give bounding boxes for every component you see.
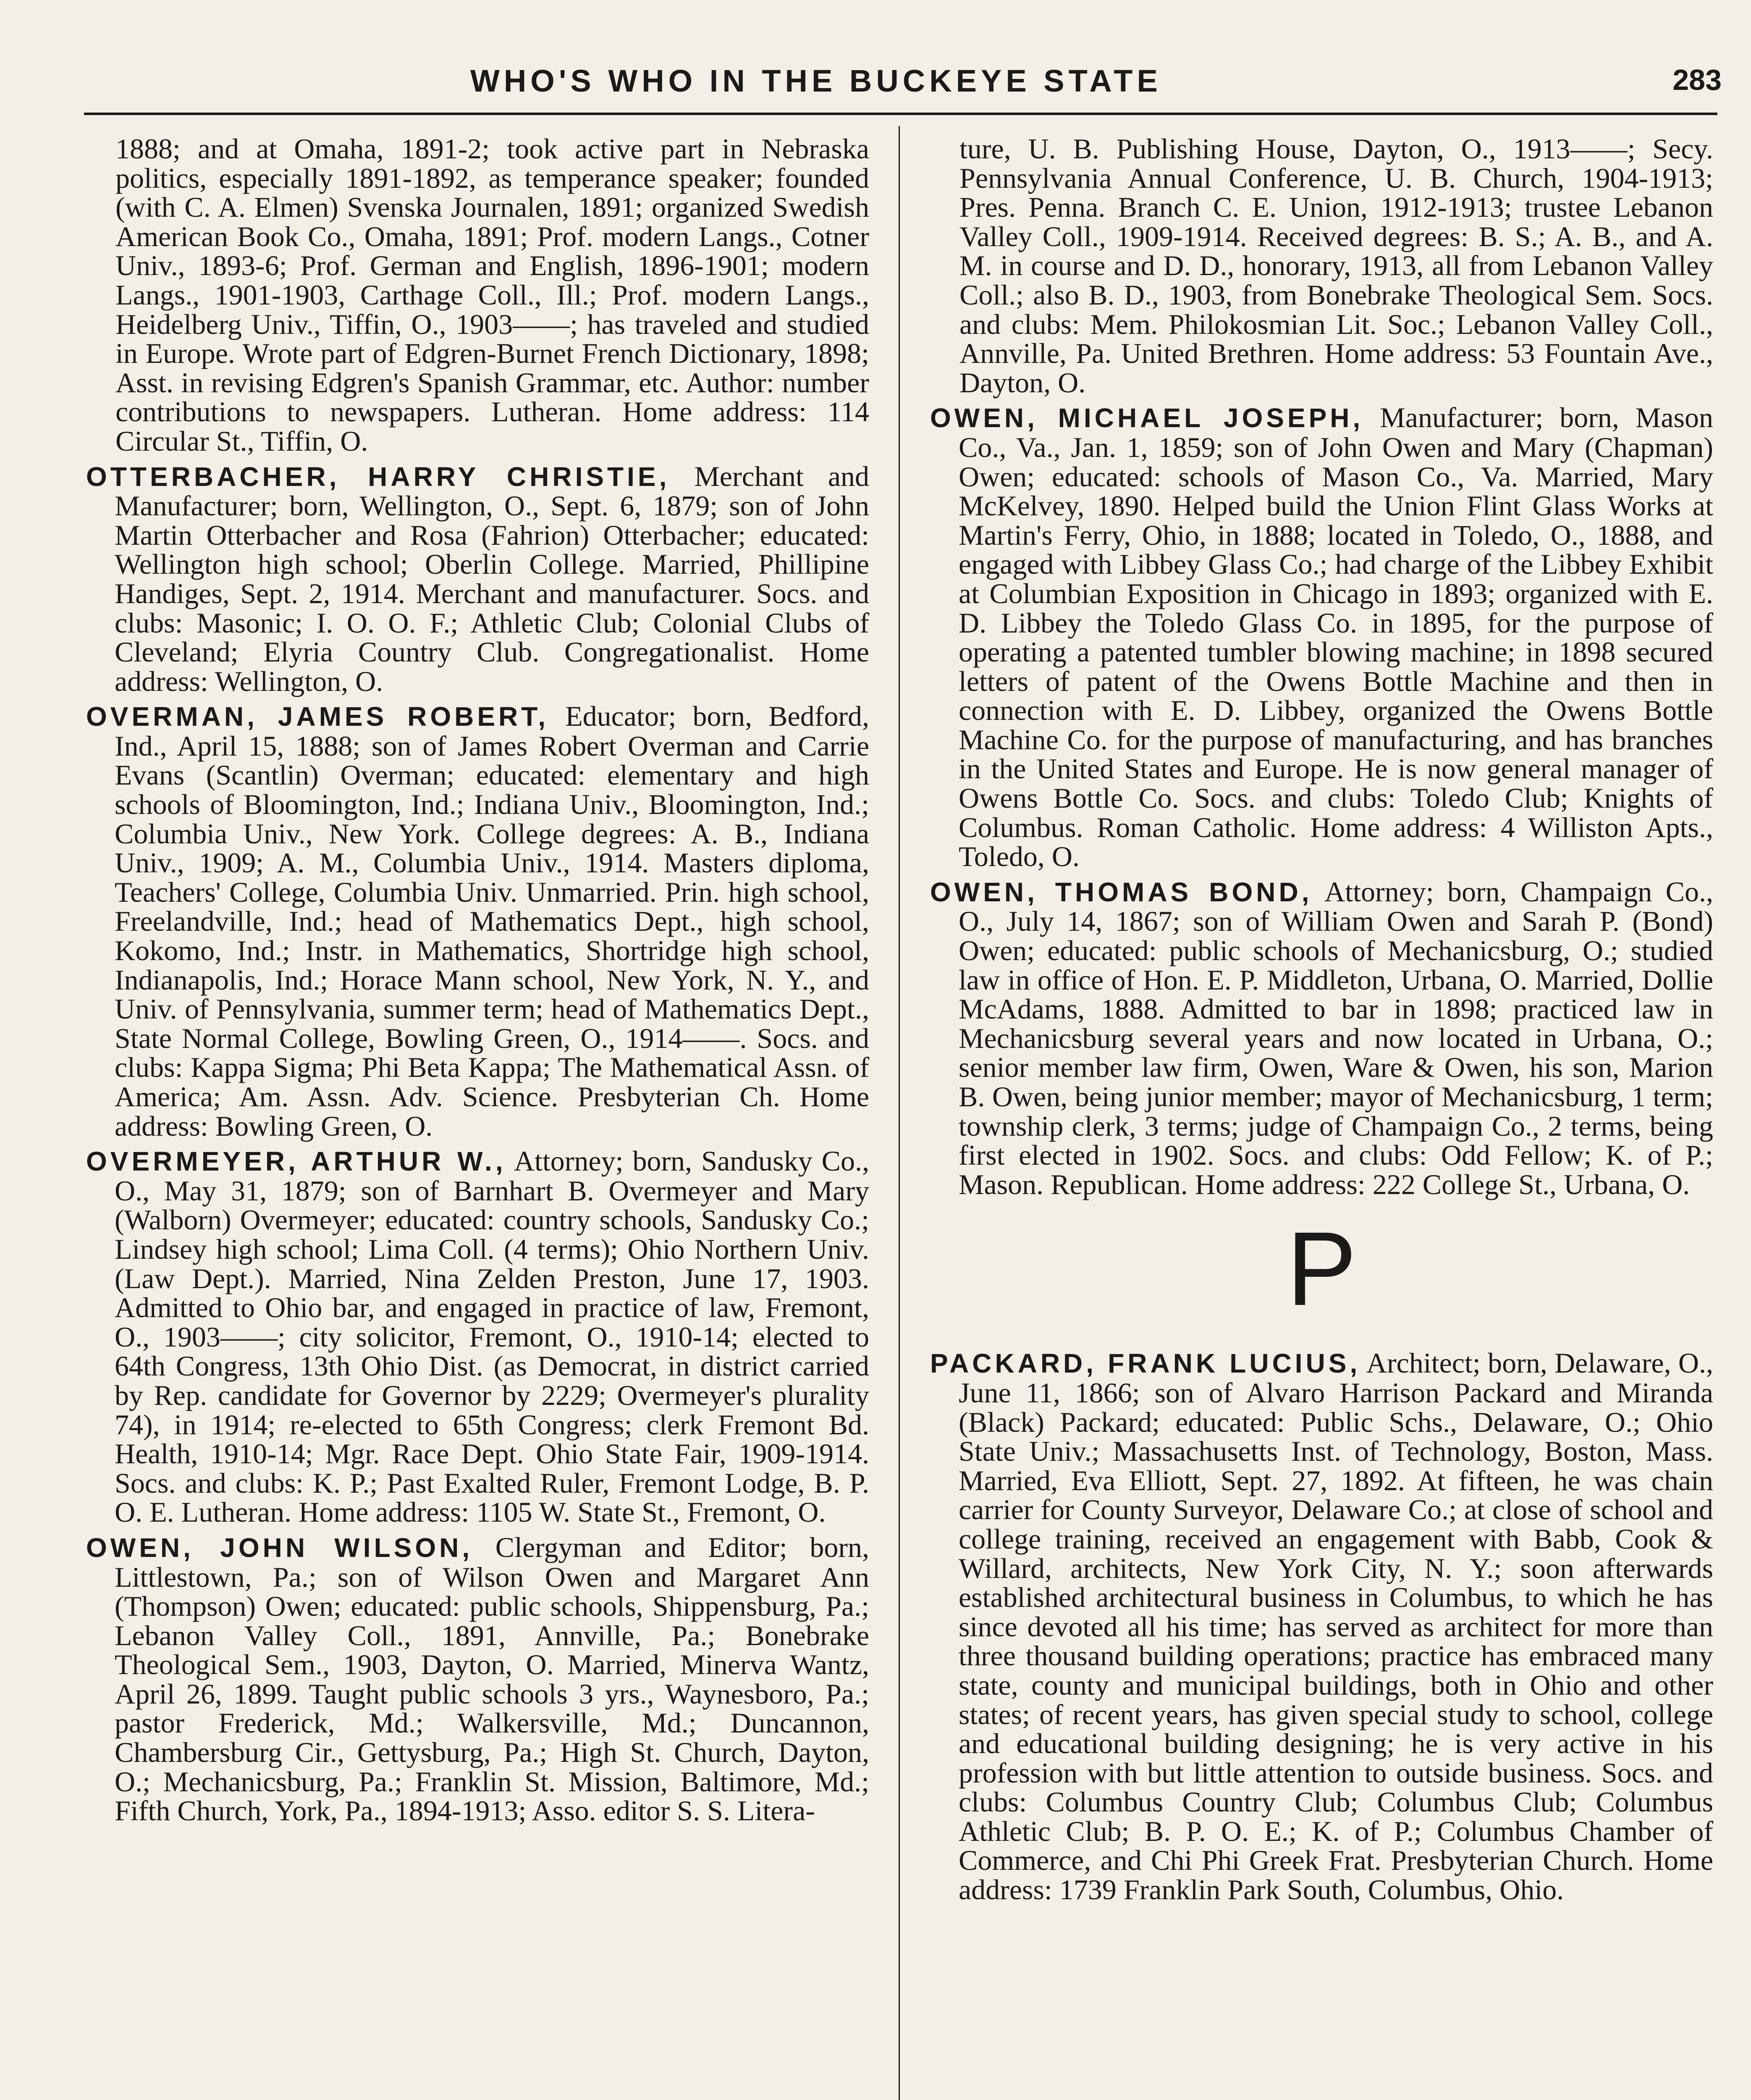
entry-text: Manufacturer; born, Mason Co., Va., Jan. 1, 1859; son of John Owen and Mary (Chapman) Owen; educated: schools of Mason Co., Va. Married, Mary McKelvey, 1890. Helped build the Union Flint Glass Works at Martin's Ferry, Ohio, in 1888; located in Toledo, O., 1888, and engaged with Libbey Glass Co.; had charge of the Libbey Exhibit at Columbian Exposition in Chicago in 1893; organized with E. D. Libbey the Toledo Glass Co. in 1895, for the purpose of operating a patented tumbler blowing machine; in 1898 secured letters of patent of the Owens Bottle Machine and then in connection with E. D. Libbey, organized the Owens Bottle Machine Co. for the purpose of manufacturing, and has branches in the United States and Europe. He is now general manager of Owens Bottle Co. Socs. and clubs: Toledo Club; Knights of Columbus. Roman Catholic. Home address: 4 Williston Apts., Toledo, O. (959, 402, 1713, 873)
continued-entry-text: 1888; and at Omaha, 1891-2; took active part in Nebraska politics, especially 1891-1892, as temperance speaker; founded (with C. A. Elmen) Svenska Journalen, 1891; organized Swedish American Book Co., Omaha, 1891; Prof. modern Langs., Cotner Univ., 1893-6; Prof. German and English, 1896-1901; modern Langs., 1901-1903, Carthage Coll., Ill.; Prof. modern Langs., Heidelberg Univ., Tiffin, O., 1903——; has traveled and studied in Europe. Wrote part of Edgren-Burnet French Dictionary, 1898; Asst. in revising Edgren's Spanish Grammar, etc. Author: number contributions to newspapers. Lutheran. Home address: 114 Circular St., Tiffin, O. (115, 133, 869, 457)
section-letter: P (1287, 1210, 1357, 1328)
entry-name: OVERMAN, JAMES ROBERT, (86, 701, 549, 732)
entry-text: Architect; born, Delaware, O., June 11, 1866; son of Alvaro Harrison Packard and Miranda (Black) Packard; educated: Public Schs., Delaware, O.; Ohio State Univ.; Massachusetts Inst. of Technology, Boston, Mass. Married, Eva Elliott, Sept. 27, 1892. At fifteen, he was chain carrier for County Surveyor, Delaware Co.; at close of school and college training, received an engagement with Babb, Cook & Willard, architects, New York City, N. Y.; soon afterwards established architectural business in Columbus, to which he has since devoted all his time; has served as architect for more than three thousand building operations; practice has embraced many state, county and municipal buildings, both in Ohio and other states; of recent years, has given special study to school, college and educational building designing; he is very active in his profession with but little attention to outside business. Socs. and clubs: Columbus Country Club; Columbus Club; Columbus Athletic Club; B. P. O. E.; K. of P.; Columbus Chamber of Commerce, and Chi Phi Greek Frat. Presbyterian Church. Home address: 1739 Franklin Park South, Columbus, Ohio. (959, 1347, 1714, 1906)
page-number: 283 (1672, 63, 1722, 96)
running-title: WHO'S WHO IN THE BUCKEYE STATE (470, 63, 1162, 98)
biography-entry (930, 877, 1713, 1200)
entry-text: Attorney; born, Champaign Co., O., July 14, 1867; son of William Owen and Sarah P. (Bond) Owen; educated: public schools of Mechanicsburg, O.; studied law in office of Hon. E. P. Middleton, Urbana, O. Married, Dollie McAdams, 1888. Admitted to bar in 1898; practiced law in Mechanicsburg several years and now located in Urbana, O.; senior member law firm, Owen, Ware & Owen, his son, Marion B. Owen, being junior member; mayor of Mechanicsburg, 1 term; township clerk, 3 terms; judge of Champaign Co., 2 terms, being first elected in 1902. Socs. and clubs: Odd Fellow; K. of P.; Mason. Republican. Home address: 222 College St., Urbana, O. (959, 875, 1714, 1200)
entry-name: PACKARD, FRANK LUCIUS, (930, 1348, 1361, 1379)
entry-name: OWEN, MICHAEL JOSEPH, (930, 403, 1364, 433)
biography-entry (86, 462, 869, 696)
biography-entry (86, 1533, 869, 1826)
right-column (930, 134, 1713, 1905)
entry-name: OWEN, THOMAS BOND, (930, 877, 1313, 907)
entry-text: Clergyman and Editor; born, Littlestown, Pa.; son of Wilson Owen and Margaret Ann (Thompson) Owen; educated: public schools, Shippensburg, Pa.; Lebanon Valley Coll., 1891, Annville, Pa.; Bonebrake Theological Sem., 1903, Dayton, O. Married, Minerva Wantz, April 26, 1899. Taught public schools 3 yrs., Waynesboro, Pa.; pastor Frederick, Md.; Walkersville, Md.; Duncannon, Chambersburg Cir., Gettysburg, Pa.; High St. Church, Dayton, O.; Mechanicsburg, Pa.; Franklin St. Mission, Baltimore, Md.; Fifth Church, York, Pa., 1894-1913; Asso. editor S. S. Litera- (115, 1531, 870, 1827)
biography-entry (930, 403, 1713, 872)
entry-name: OVERMEYER, ARTHUR W., (86, 1146, 506, 1177)
entry-name: OWEN, JOHN WILSON, (86, 1532, 473, 1563)
entry-name: OTTERBACHER, HARRY CHRISTIE, (86, 461, 670, 492)
continued-entry-text: ture, U. B. Publishing House, Dayton, O., 1913——; Secy. Pennsylvania Annual Conference, U. B. Church, 1904-1913; Pres. Penna. Branch C. E. Union, 1912-1913; trustee Lebanon Valley Coll., 1909-1914. Received degrees: B. S.; A. B., and A. M. in course and D. D., honorary, 1913, all from Lebanon Valley Coll.; also B. D., 1903, from Bonebrake Theological Sem. Socs. and clubs: Mem. Philokosmian Lit. Soc.; Lebanon Valley Coll., Annville, Pa. United Brethren. Home address: 53 Fountain Ave., Dayton, O. (959, 133, 1713, 399)
entry-text: Educator; born, Bedford, Ind., April 15, 1888; son of James Robert Overman and Carrie Evans (Scantlin) Overman; educated: elementary and high schools of Bloomington, Ind.; Indiana Univ., Bloomington, Ind.; Columbia Univ., New York. College degrees: A. B., Indiana Univ., 1909; A. M., Columbia Univ., 1914. Masters diploma, Teachers' College, Columbia Univ. Unmarried. Prin. high school, Freelandville, Ind.; head of Mathematics Dept., high school, Kokomo, Ind.; Instr. in Mathematics, Shortridge high school, Indianapolis, Ind.; Horace Mann school, New York, N. Y., and Univ. of Pennsylvania, summer term; head of Mathematics Dept., State Normal College, Bowling Green, O., 1914——. Socs. and clubs: Kappa Sigma; Phi Beta Kappa; The Mathematical Assn. of America; Am. Assn. Adv. Science. Presbyterian Ch. Home address: Bowling Green, O. (115, 700, 869, 1142)
biography-entry (86, 1147, 869, 1527)
left-column (86, 134, 869, 1826)
entry-text: Attorney; born, Sandusky Co., O., May 31, 1879; son of Barnhart B. Overmeyer and Mary (Walborn) Overmeyer; educated: country schools, Sandusky Co.; Lindsey high school; Lima Coll. (4 terms); Ohio Northern Univ. (Law Dept.). Married, Nina Zelden Preston, June 17, 1903. Admitted to Ohio bar, and engaged in practice of law, Fremont, O., 1903——; city solicitor, Fremont, O., 1910-14; elected to 64th Congress, 13th Ohio Dist. (as Democrat, in district carried by Rep. candidate for Governor by 2229; Overmeyer's plurality 74), in 1914; re-elected to 65th Congress; clerk Fremont Bd. Health, 1910-14; Mgr. Race Dept. Ohio State Fair, 1909-1914. Socs. and clubs: K. P.; Past Exalted Ruler, Fremont Lodge, B. P. O. E. Lutheran. Home address: 1105 W. State St., Fremont, O. (115, 1145, 870, 1528)
entry-text: Merchant and Manufacturer; born, Wellington, O., Sept. 6, 1879; son of John Martin Otterbacher and Rosa (Fahrion) Otterbacher; educated: Wellington high school; Oberlin College. Married, Phillipine Handiges, Sept. 2, 1914. Merchant and manufacturer. Socs. and clubs: Masonic; I. O. O. F.; Athletic Club; Colonial Clubs of Cleveland; Elyria Country Club. Congregationalist. Home address: Wellington, O. (115, 460, 870, 697)
header-rule (84, 113, 1717, 115)
biography-entry (86, 702, 869, 1141)
column-divider (899, 126, 900, 2100)
running-head (84, 63, 1722, 109)
biography-entry (930, 1349, 1713, 1904)
